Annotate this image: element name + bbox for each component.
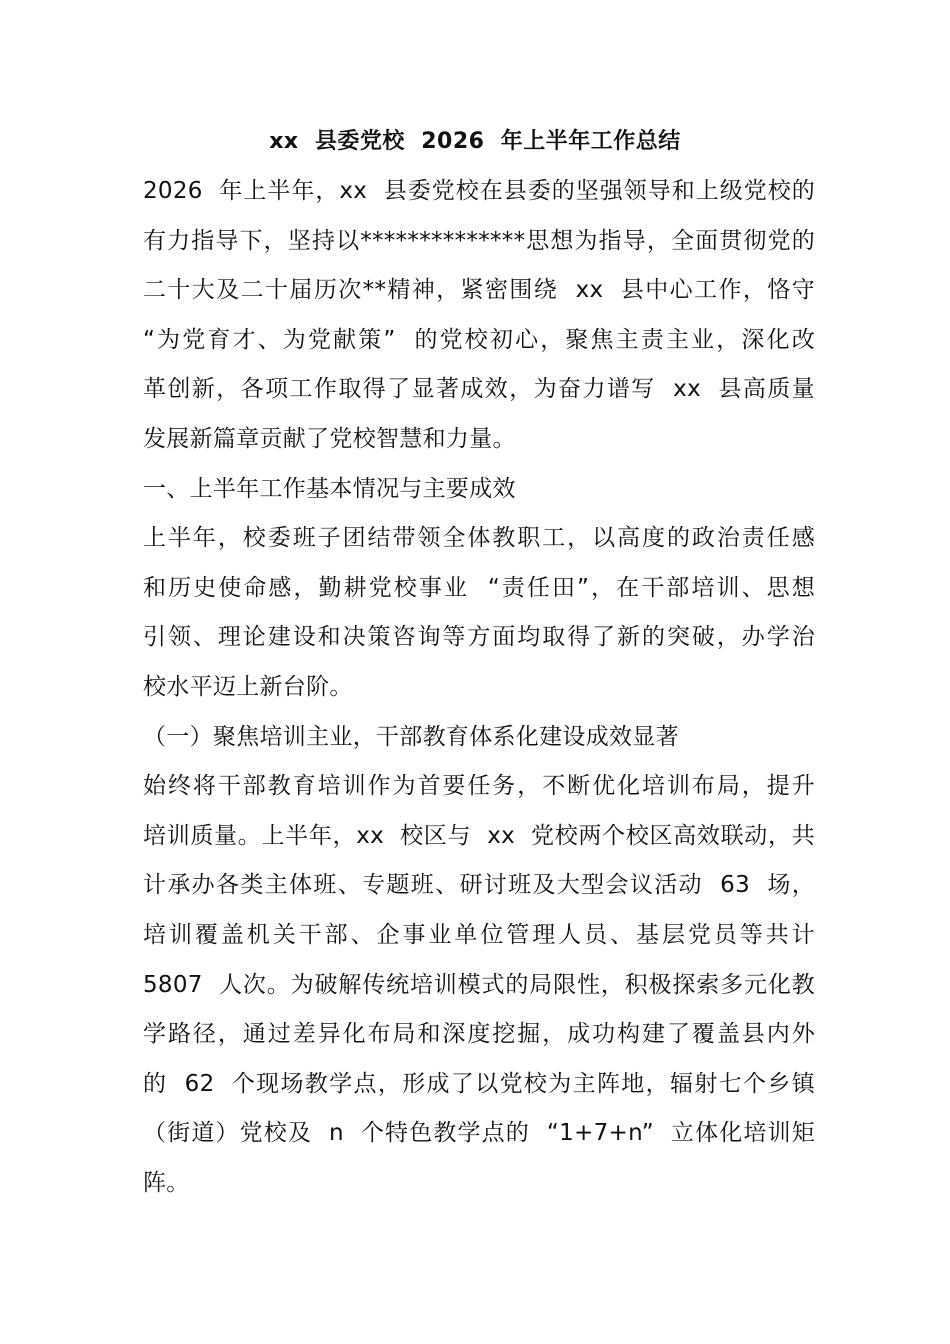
body-line: 计承办各类主体班、专题班、研讨班及大型会议活动 63 场， [143, 872, 815, 899]
body-line: 有力指导下，坚持以**************思想为指导，全面贯彻党的 [143, 227, 815, 254]
body-line: 培训质量。上半年，xx 校区与 xx 党校两个校区高效联动，共 [143, 822, 815, 849]
body-line: 二十大及二十届历次**精神，紧密围绕 xx 县中心工作，恪守 [143, 277, 815, 304]
body-line: 学路径，通过差异化布局和深度挖掘，成功构建了覆盖县内外 [143, 1021, 815, 1048]
body-line: 上半年，校委班子团结带领全体教职工，以高度的政治责任感 [143, 525, 815, 552]
body-line: 2026 年上半年，xx 县委党校在县委的坚强领导和上级党校的 [143, 178, 815, 204]
body-line: 发展新篇章贡献了党校智慧和力量。 [143, 425, 516, 452]
subsection-heading: （一）聚焦培训主业，干部教育体系化建设成效显著 [143, 723, 679, 750]
body-line: （街道）党校及 n 个特色教学点的 “1+7+n” 立体化培训矩 [143, 1120, 815, 1147]
body-line: 始终将干部教育培训作为首要任务，不断优化培训布局，提升 [143, 773, 815, 800]
body-line: 引领、理论建设和决策咨询等方面均取得了新的突破，办学治 [143, 624, 815, 651]
body-line: 校水平迈上新台阶。 [143, 673, 353, 700]
document-title: xx 县委党校 2026 年上半年工作总结 [269, 129, 681, 154]
body-line: 培训覆盖机关干部、企事业单位管理人员、基层党员等共计 [143, 921, 815, 948]
body-line: “为党育才、为党献策” 的党校初心，聚焦主责主业，深化改 [143, 326, 815, 353]
body-line: 阵。 [143, 1169, 190, 1196]
body-line: 5807 人次。为破解传统培训模式的局限性，积极探索多元化教 [143, 971, 815, 998]
body-line: 和历史使命感，勤耕党校事业 “责任田”，在干部培训、思想 [143, 574, 815, 601]
body-line: 革创新，各项工作取得了显著成效，为奋力谱写 xx 县高质量 [143, 376, 815, 403]
document-body [143, 167, 815, 1208]
body-line: 的 62 个现场教学点，形成了以党校为主阵地，辐射七个乡镇 [143, 1070, 815, 1097]
section-heading: 一、上半年工作基本情况与主要成效 [143, 475, 516, 502]
